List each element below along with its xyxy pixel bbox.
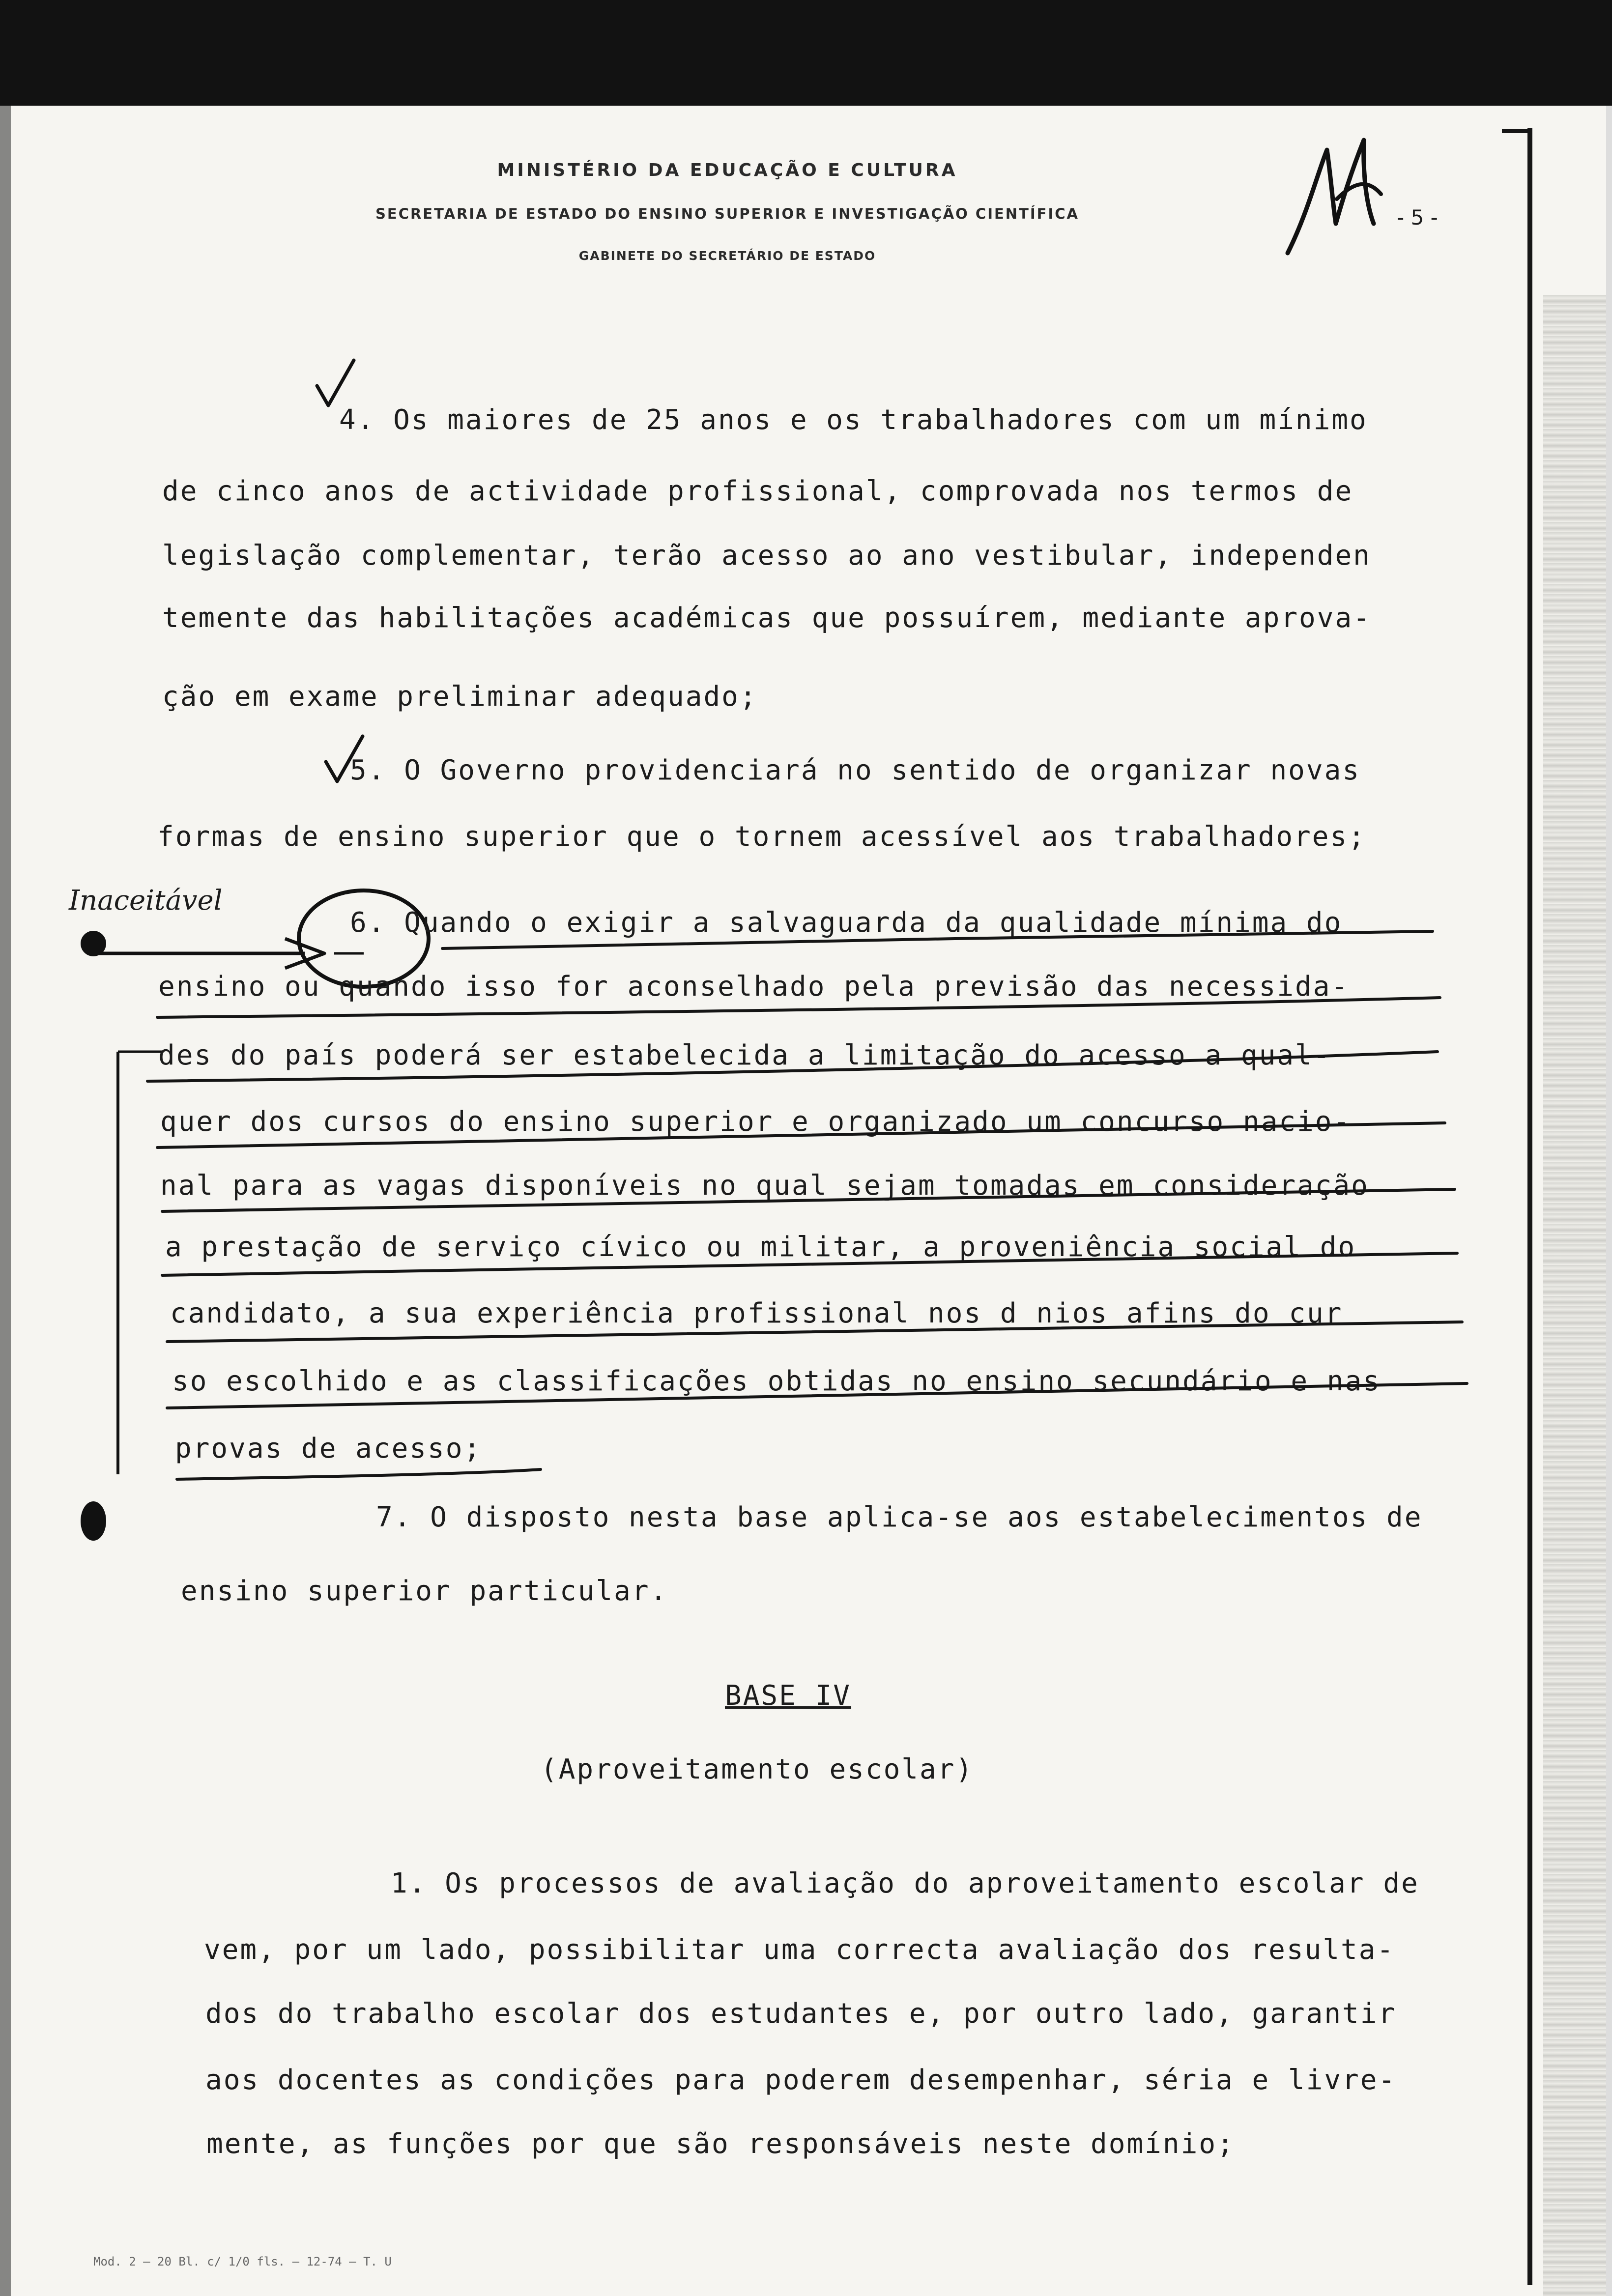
text-line-9: ensino ou quando isso for aconselhado pela previsão das necessida- [158,971,1350,1003]
letterhead-cabinet: GABINETE DO SECRETÁRIO DE ESTADO [578,249,876,263]
section-heading: BASE IV [725,1680,852,1712]
form-footer: Mod. 2 — 20 Bl. c/ 1/0 fls. — 12-74 — T. U [93,2255,392,2268]
text-line-2: de cinco anos de actividade profissional, comprovada nos termos de [162,475,1353,507]
text-line-13: a prestação de serviço cívico ou militar, a proveniência social do [165,1231,1356,1263]
text-line-22: aos docentes as condições para poderem desempenhar, séria e livre- [205,2064,1397,2096]
text-line-4: temente das habilitações académicas que possuírem, mediante aprova- [162,602,1371,634]
text-line-6: 5. O Governo providenciará no sentido de organizar novas [350,754,1361,786]
letterhead-secretariat: SECRETARIA DE ESTADO DO ENSINO SUPERIOR E INVESTIGAÇÃO CIENTÍFICA [375,205,1079,222]
text-line-18: ensino superior particular. [181,1575,668,1607]
text-line-1: 4. Os maiores de 25 anos e os trabalhadores com um mínimo [339,404,1368,436]
text-line-3: legislação complementar, terão acesso ao ano vestibular, independen [162,540,1371,572]
text-line-20: vem, por um lado, possibilitar uma correcta avaliação dos resulta- [204,1934,1395,1966]
text-line-7: formas de ensino superior que o tornem acessível aos trabalhadores; [157,821,1366,853]
text-line-14: candidato, a sua experiência profissional nos d nios afins do cur [170,1297,1343,1329]
section-subheading: (Aproveitamento escolar) [541,1753,974,1785]
text-line-17: 7. O disposto nesta base aplica-se aos estabelecimentos de [376,1501,1423,1533]
page-number: - 5 - [1397,205,1438,230]
text-line-21: dos do trabalho escolar dos estudantes e, por outro lado, garantir [205,1998,1397,2030]
text-line-10: des do país poderá ser estabelecida a limitação do acesso a qual- [158,1039,1331,1071]
text-line-8: 6. Quando o exigir a salvaguarda da qualidade mínima do [350,907,1343,939]
text-line-12: nal para as vagas disponíveis no qual sejam tomadas em consideração [160,1170,1369,1202]
text-line-5: ção em exame preliminar adequado; [162,681,758,713]
margin-note: Inaceitável [69,885,223,917]
text-line-11: quer dos cursos do ensino superior e organizado um concurso nacio- [160,1106,1352,1138]
letterhead-ministry: MINISTÉRIO DA EDUCAÇÃO E CULTURA [497,160,958,180]
text-line-15: so escolhido e as classificações obtidas no ensino secundário e nas [172,1365,1381,1397]
text-line-16: provas de acesso; [175,1433,482,1464]
text-line-19: 1. Os processos de avaliação do aproveitamento escolar de [391,1867,1419,1899]
text-line-23: mente, as funções por que são responsáveis neste domínio; [206,2128,1235,2160]
